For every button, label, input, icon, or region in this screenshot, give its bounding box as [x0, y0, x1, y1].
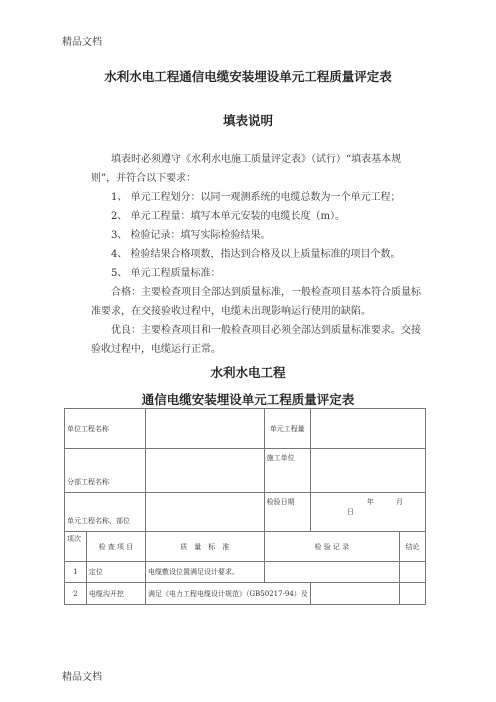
quality-assessment-table — [64, 408, 426, 605]
label-sub-project-name: 分部工程名称 — [65, 449, 146, 493]
row-record[interactable] — [264, 562, 400, 583]
date-day: 日 — [346, 508, 354, 516]
row-record[interactable] — [310, 583, 399, 605]
label-construction-unit: 施工单位 — [264, 449, 310, 493]
header-inspection-record: 检 验 记 录 — [264, 532, 400, 562]
value-construction-unit[interactable] — [310, 449, 425, 493]
document-title: 水利水电工程通信电缆安装埋设单元工程质量评定表 — [104, 69, 392, 84]
form-title-line2: 通信电缆安装埋设单元工程质量评定表 — [141, 392, 355, 407]
value-unit-name-part[interactable] — [146, 493, 265, 532]
instruction-excellent-standard: 优良：主要检查项目和一般检查项目必须全部达到质量标准要求。交接验收过程中，电缆运行正常。 — [91, 325, 421, 355]
instruction-item-4: 4、 检验结果合格项数，指达到合格及以上质量标准的项目个数。 — [111, 249, 401, 260]
instruction-item-1: 1、 单元工程划分：以同一观测系统的电缆总数为一个单元工程； — [111, 192, 401, 203]
instruction-item-3: 3、 检验记录：填写实际检验结果。 — [111, 230, 271, 241]
header-quality-standard: 质 量 标 准 — [146, 532, 265, 562]
value-sub-project-name[interactable] — [146, 449, 265, 493]
row-item: 电缆沟开挖 — [86, 583, 145, 605]
row-no: 2 — [65, 583, 87, 605]
row-item: 定位 — [86, 562, 145, 583]
label-unit-name-part: 单元工程名称、部位 — [65, 493, 146, 532]
page-footer: 精品文档 — [62, 672, 102, 683]
value-unit-quantity[interactable] — [310, 409, 425, 449]
document-subtitle: 填表说明 — [222, 113, 273, 128]
value-inspection-date[interactable] — [310, 493, 425, 532]
instruction-item-5: 5、 单元工程质量标准： — [111, 268, 221, 279]
header-item-no: 项次 — [65, 532, 87, 562]
row-no: 1 — [65, 562, 87, 583]
row-conclusion[interactable] — [400, 583, 426, 605]
instruction-pass-standard: 合格：主要检查项目全部达到质量标准，一般检查项目基本符合质量标准要求，在交接验收过程中，电缆未出现影响运行使用的缺陷。 — [91, 287, 421, 317]
page-header: 精品文档 — [62, 37, 102, 48]
row-conclusion[interactable] — [400, 562, 426, 583]
date-year: 年 — [366, 498, 374, 506]
date-month: 月 — [396, 498, 404, 506]
label-inspection-date: 检验日期 — [264, 493, 310, 532]
value-unit-project-name[interactable] — [146, 409, 265, 449]
table-row — [65, 562, 426, 583]
label-unit-quantity: 单元工程量 — [264, 409, 310, 449]
instructions-intro: 填表时必须遵守《水利水电施工质量评定表》（试行）“填表基本规则”，并符合以下要求： — [91, 154, 402, 184]
form-title-line1: 水利水电工程 — [210, 365, 286, 380]
table-row — [65, 583, 426, 605]
instruction-item-2: 2、 单元工程量：填写本单元安装的电缆长度（m）。 — [111, 211, 346, 222]
row-standard: 满足《电力工程电缆设计规范》（GB50217-94）及 — [146, 583, 311, 605]
label-unit-project-name: 单位工程名称 — [65, 409, 146, 449]
header-conclusion: 结论 — [400, 532, 426, 562]
row-standard: 电缆敷设位置满足设计要求。 — [146, 562, 265, 583]
header-check-item: 检 查 项 目 — [86, 532, 145, 562]
